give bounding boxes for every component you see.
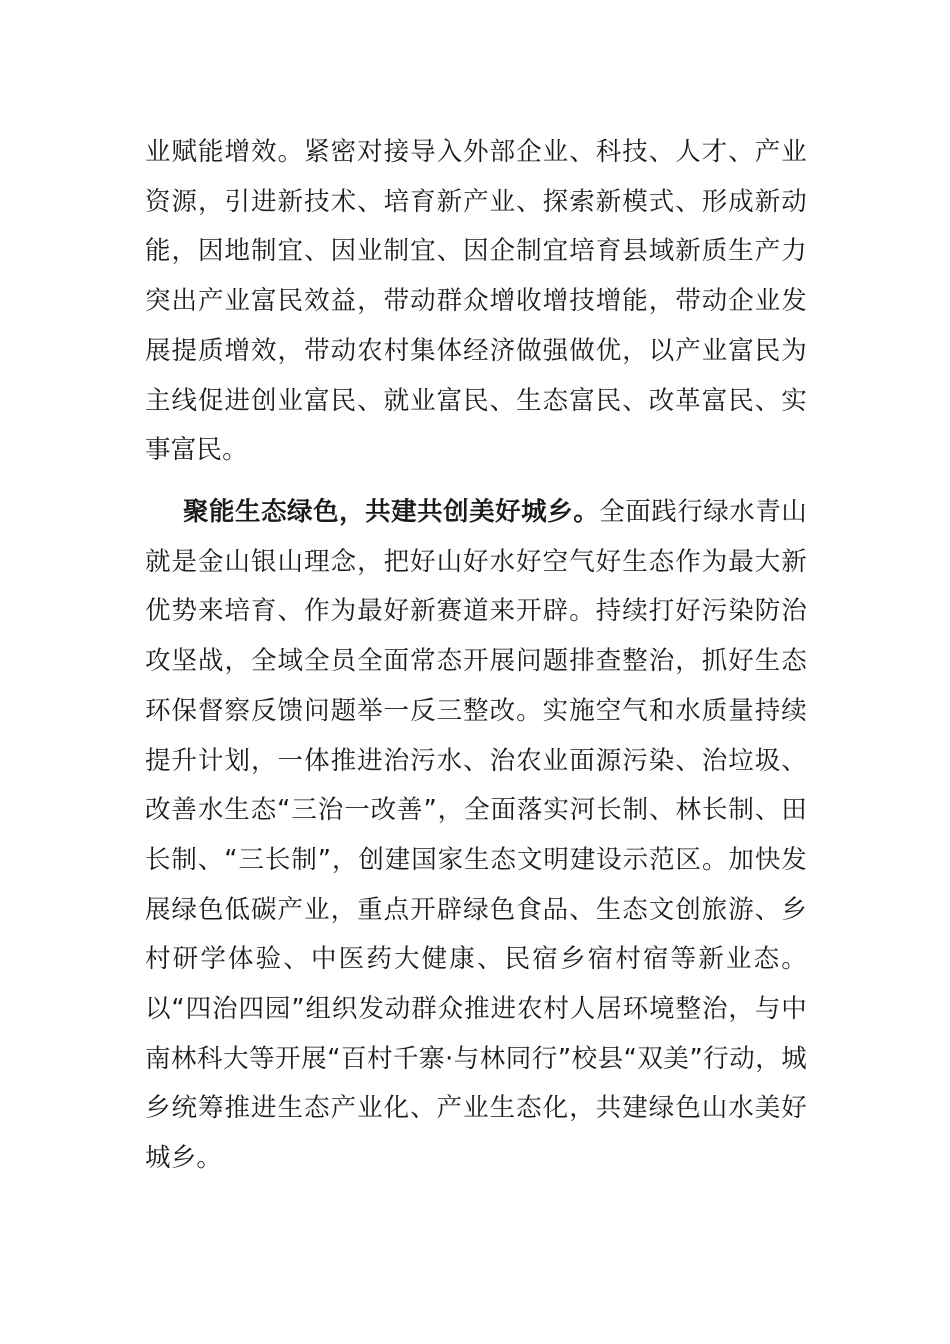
paragraph-body-text: 全面践行绿水青山就是金山银山理念，把好山好水好空气好生态作为最大新优势来培育、作为最好新赛道来开辟。持续打好污染防治攻坚战，全域全员全面常态开展问题排查整治，抓好生态环保督察反馈问题举一反三整改。实施空气和水质量持续提升计划，一体推进治污水、治农业面源污染、治垃圾、改善水生态“三治一改善”，全面落实河长制、林长制、田长制、“三长制”，创建国家生态文明建设示范区。加快发展绿色低碳产业，重点开辟绿色食品、生态文创旅游、乡村研学体验、中医药大健康、民宿乡宿村宿等新业态。以“四治四园”组织发动群众推进农村人居环境整治，与中南林科大等开展“百村千寨·与林同行”校县“双美”行动，城乡统筹推进生态产业化、产业生态化，共建绿色山水美好城乡。 [145,497,807,1174]
paragraph-industry-continued: 业赋能增效。紧密对接导入外部企业、科技、人才、产业资源，引进新技术、培育新产业、探索新模式、形成新动能，因地制宜、因业制宜、因企制宜培育县域新质生产力突出产业富民效益，带动群众增收增技增能，带动企业发展提质增效，带动农村集体经济做强做优，以产业富民为主线促进创业富民、就业富民、生态富民、改革富民、实事富民。 [145,137,807,466]
paragraph-ecology [145,488,807,1184]
paragraph-lead-heading: 聚能生态绿色，共建共创美好城乡。 [183,497,600,527]
